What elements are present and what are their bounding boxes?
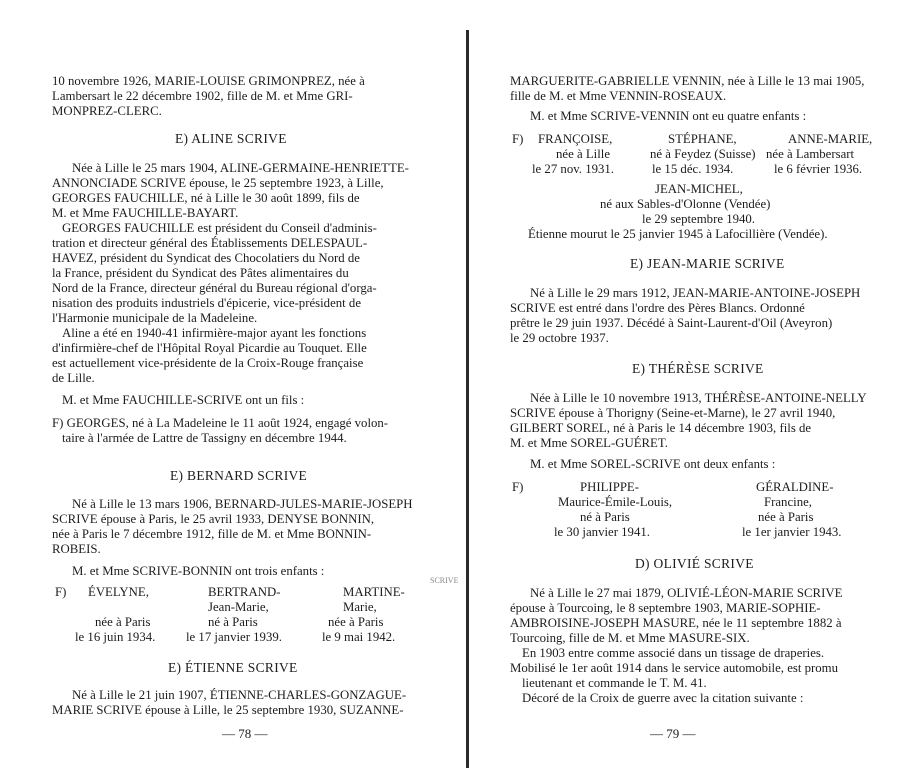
text-line: née à Paris le 7 décembre 1912, fille de M. et Mme BONNIN- — [52, 527, 372, 541]
text-line: M. et Mme SCRIVE-BONNIN ont trois enfants : — [72, 564, 325, 578]
text-line: M. et Mme SCRIVE-VENNIN ont eu quatre enfants : — [530, 109, 807, 123]
text-line: SCRIVE est entré dans l'ordre des Pères Blancs. Ordonné — [510, 301, 805, 315]
text-line: Née à Lille le 25 mars 1904, ALINE-GERMAINE-HENRIETTE- — [72, 161, 409, 175]
child-detail: le 29 septembre 1940. — [642, 212, 756, 226]
text-line: de Lille. — [52, 371, 95, 385]
text-line: Tourcoing, fille de M. et Mme MASURE-SIX. — [510, 631, 750, 645]
child-name: JEAN-MICHEL, — [655, 182, 743, 196]
list-marker: F) — [512, 132, 524, 146]
text-line: Né à Lille le 13 mars 1906, BERNARD-JULES-MARIE-JOSEPH — [72, 497, 413, 511]
child-detail: né à Paris — [208, 615, 258, 629]
text-line: Né à Lille le 29 mars 1912, JEAN-MARIE-ANTOINE-JOSEPH — [530, 286, 861, 300]
text-line: tration et directeur général des Établissements DELESPAUL- — [52, 236, 368, 250]
child-detail: Jean-Marie, — [208, 600, 269, 614]
text-line: Mobilisé le 1er août 1914 dans le service automobile, est promu — [510, 661, 839, 675]
text-line: l'Harmonie municipale de la Madeleine. — [52, 311, 258, 325]
list-marker: F) — [55, 585, 67, 599]
child-detail: née à Lille — [556, 147, 610, 161]
text-line: GEORGES FAUCHILLE est président du Conseil d'adminis- — [62, 221, 377, 235]
section-heading: D) OLIVIÉ SCRIVE — [635, 556, 754, 571]
text-line: En 1903 entre comme associé dans un tissage de draperies. — [522, 646, 825, 660]
text-line: prêtre le 29 juin 1937. Décédé à Saint-Laurent-d'Oil (Aveyron) — [510, 316, 833, 330]
child-detail: né à Feydez (Suisse) — [650, 147, 756, 161]
right-page — [470, 0, 908, 768]
text-line: la France, président du Syndicat des Pâtes alimentaires du — [52, 266, 349, 280]
text-line: MARGUERITE-GABRIELLE VENNIN, née à Lille le 13 mai 1905, — [510, 74, 865, 88]
child-detail: né à Paris — [580, 510, 630, 524]
section-heading: E) JEAN-MARIE SCRIVE — [630, 256, 785, 271]
text-line: ROBEIS. — [52, 542, 101, 556]
section-heading: E) ALINE SCRIVE — [175, 131, 287, 146]
text-line: MARIE SCRIVE épouse à Lille, le 25 septembre 1930, SUZANNE- — [52, 703, 404, 717]
text-line: Lambersart le 22 décembre 1902, fille de M. et Mme GRI- — [52, 89, 353, 103]
child-name: STÉPHANE, — [668, 132, 737, 146]
text-line: Nord de la France, directeur général du Bureau régional d'orga- — [52, 281, 377, 295]
section-heading: E) ÉTIENNE SCRIVE — [168, 660, 298, 675]
page-number: — 79 — — [650, 726, 696, 741]
child-detail: le 1er janvier 1943. — [742, 525, 842, 539]
text-line: lieutenant et commande le T. M. 41. — [522, 676, 707, 690]
child-detail: née à Paris — [95, 615, 151, 629]
list-marker: F) — [512, 480, 524, 494]
text-line: nisation des produits industriels d'épicerie, vice-président de — [52, 296, 361, 310]
text-line: Née à Lille le 10 novembre 1913, THÉRÈSE-ANTOINE-NELLY — [530, 391, 867, 405]
text-line: ANNONCIADE SCRIVE épouse, le 25 septembre 1923, à Lille, — [52, 176, 384, 190]
child-name: PHILIPPE- — [580, 480, 640, 494]
text-line: AMBROISINE-JOSEPH MASURE, née le 11 septembre 1882 à — [510, 616, 842, 630]
text-line: M. et Mme FAUCHILLE-SCRIVE ont un fils : — [62, 393, 305, 407]
text-line: HAVEZ, président du Syndicat des Chocolatiers du Nord de — [52, 251, 360, 265]
child-detail: Francine, — [764, 495, 812, 509]
book-gutter — [466, 30, 469, 768]
child-detail: Maurice-Émile-Louis, — [558, 495, 673, 509]
text-line: Aline a été en 1940-41 infirmière-major ayant les fonctions — [62, 326, 367, 340]
text-line: épouse à Tourcoing, le 8 septembre 1903, MARIE-SOPHIE- — [510, 601, 821, 615]
text-line: F) GEORGES, né à La Madeleine le 11 août 1924, engagé volon- — [52, 416, 389, 430]
child-detail: le 30 janvier 1941. — [554, 525, 650, 539]
text-line: SCRIVE épouse à Thorigny (Seine-et-Marne), le 27 avril 1940, — [510, 406, 836, 420]
section-heading: E) THÉRÈSE SCRIVE — [632, 361, 764, 376]
text-line: Étienne mourut le 25 janvier 1945 à Lafocillière (Vendée). — [528, 227, 828, 241]
text-line: MONPREZ-CLERC. — [52, 104, 162, 118]
page-number: — 78 — — [222, 726, 268, 741]
child-detail: le 17 janvier 1939. — [186, 630, 282, 644]
text-line: Né à Lille le 27 mai 1879, OLIVIÉ-LÉON-MARIE SCRIVE — [530, 586, 843, 600]
child-detail: le 15 déc. 1934. — [652, 162, 734, 176]
text-line: M. et Mme SOREL-GUÉRET. — [510, 436, 668, 450]
child-name: BERTRAND- — [208, 585, 281, 599]
child-name: ANNE-MARIE, — [788, 132, 873, 146]
child-detail: le 9 mai 1942. — [322, 630, 396, 644]
text-line: 10 novembre 1926, MARIE-LOUISE GRIMONPREZ, née à — [52, 74, 365, 88]
text-line: GILBERT SOREL, né à Paris le 14 décembre 1903, fils de — [510, 421, 812, 435]
child-detail: le 6 février 1936. — [774, 162, 863, 176]
child-detail: le 16 juin 1934. — [75, 630, 156, 644]
child-detail: née à Lambersart — [766, 147, 855, 161]
child-detail: Marie, — [343, 600, 377, 614]
text-line: M. et Mme SOREL-SCRIVE ont deux enfants : — [530, 457, 776, 471]
text-line: le 29 octobre 1937. — [510, 331, 609, 345]
child-detail: le 27 nov. 1931. — [532, 162, 614, 176]
text-line: fille de M. et Mme VENNIN-ROSEAUX. — [510, 89, 727, 103]
child-detail: née à Paris — [758, 510, 814, 524]
text-line: est actuellement vice-présidente de la Croix-Rouge française — [52, 356, 364, 370]
child-name: ÉVELYNE, — [88, 585, 149, 599]
child-detail: né aux Sables-d'Olonne (Vendée) — [600, 197, 771, 211]
child-name: GÉRALDINE- — [756, 480, 834, 494]
child-name: MARTINE- — [343, 585, 405, 599]
text-line: M. et Mme FAUCHILLE-BAYART. — [52, 206, 239, 220]
text-line: Né à Lille le 21 juin 1907, ÉTIENNE-CHARLES-GONZAGUE- — [72, 688, 407, 702]
text-line: Décoré de la Croix de guerre avec la citation suivante : — [522, 691, 804, 705]
text-line: SCRIVE épouse à Paris, le 25 avril 1933, DENYSE BONNIN, — [52, 512, 375, 526]
text-line: d'infirmière-chef de l'Hôpital Royal Picardie au Touquet. Elle — [52, 341, 367, 355]
child-name: FRANÇOISE, — [538, 132, 613, 146]
text-line: GEORGES FAUCHILLE, né à Lille le 30 août 1899, fils de — [52, 191, 360, 205]
margin-mark: SCRIVE — [430, 576, 459, 585]
text-line: taire à l'armée de Lattre de Tassigny en décembre 1944. — [62, 431, 347, 445]
section-heading: E) BERNARD SCRIVE — [170, 468, 308, 483]
child-detail: née à Paris — [328, 615, 384, 629]
